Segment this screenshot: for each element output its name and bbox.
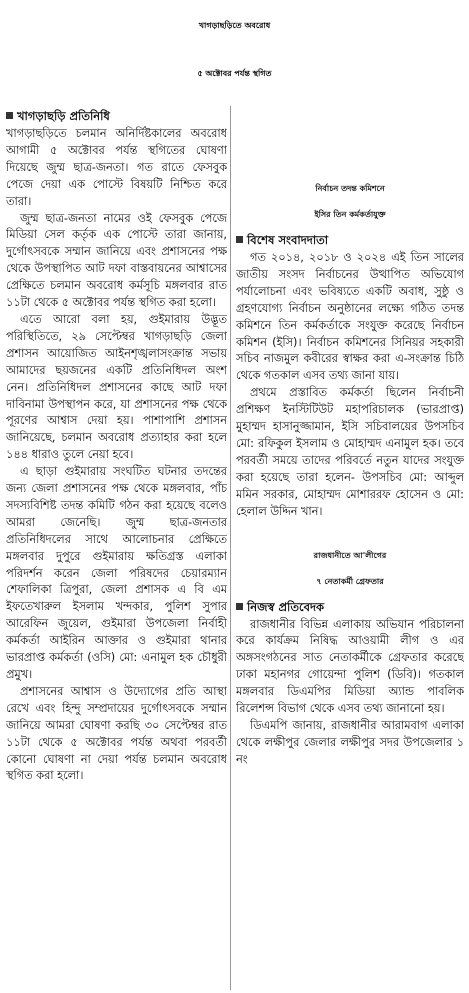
sub-headline-line1: রাজধানীতে আ'লীগের [313, 550, 387, 560]
article-byline [236, 599, 464, 615]
byline-text: বিশেষ সংবাদদাতা [247, 233, 329, 247]
byline-square-icon [236, 603, 243, 610]
article-khagrachari-body [6, 108, 227, 990]
article-paragraph: এতে আরো বলা হয়, গুইমারায় উদ্ভূত পরিস্থিতিতে, ২৯ সেপ্টেম্বর খাগড়াছড়ি জেলা প্রশাসন আয়োজিত আইনশৃঙ্খলাসংক্রান্ত সভায় আমাদের ছয়জনের একটি প্রতিনিধিদল অংশ নেন। প্রতিনিধিদল প্রশাসনের কাছে আট দফা দাবিনামা উপস্থাপন করে, যা প্রশাসনের পক্ষ থেকে পূরণের আশ্বাস দেয়া হয়। পাশাপাশি প্রশাসন জানিয়েছে, চলমান অবরোধ প্রত্যাহার করা হলে ১৪৪ ধারাও তুলে নেয়া হবে। [6, 312, 227, 462]
sub-headline-line2: ৭ নেতাকর্মী গ্রেফতার [316, 576, 384, 586]
article-byline [236, 232, 464, 248]
article-paragraph: খাগড়াছড়িতে চলমান অনির্দিষ্টকালের অবরোধ আগামী ৫ অক্টোবর পর্যন্ত স্থগিতের ঘোষণা দিয়েছে জুম্ম ছাত্র-জনতা। গত রাতে ফেসবুক পেজে দেয়া এক পোস্টে বিষয়টি নিশ্চিত করে তারা। [6, 127, 227, 208]
sub-headline-line1: নির্বাচন তদন্ত কমিশনে [315, 184, 385, 193]
article-paragraph: জুম্ম ছাত্র-জনতা নামের ওই ফেসবুক পেজে মিডিয়া সেল কর্তৃক এক পোস্টে তারা জানায়, দুর্গোৎসবকে সম্মান জানিয়ে এবং প্রশাসনের পক্ষ থেকে উপস্থাপিত আট দফা বাস্তবায়নের আশ্বাসের প্রেক্ষিতে চলমান অবরোধ কর্মসূচি মঙ্গলবার রাত ১১টা থেকে ৫ অক্টোবর পর্যন্ত স্থগিত করা হলো। [6, 211, 227, 310]
sub-headline-line2: ইসির তিন কর্মকর্তাযুক্ত [314, 210, 386, 219]
article-byline [6, 108, 227, 124]
byline-text: নিজস্ব প্রতিবেদক [247, 599, 325, 614]
article-paragraph: গত ২০১৪, ২০১৮ ও ২০২৪ এই তিন সালের জাতীয় সংসদ নির্বাচনের উত্থাপিত অভিযোগ পর্যালোচনা এবং ভবিষ্যতে একটি অবাধ, সুষ্ঠু ও গ্রহণযোগ্য নির্বাচন অনুষ্ঠানের লক্ষ্যে গঠিত তদন্ত কমিশনে তিন কর্মকর্তাকে সংযুক্ত করেছে নির্বাচন কমিশন (ইসি)। নির্বাচন কমিশনের সিনিয়র সহকারী সচিব নাজমুল কবীরের স্বাক্ষর করা এ-সংক্রান্ত চিঠি থেকে গতকাল এসব তথ্য জানা যায়। [236, 251, 464, 383]
article-paragraph: ডিএমপি জানায়, রাজধানীর আরামবাগ এলাকা থেকে লক্ষীপুর জেলার লক্ষীপুর সদর উপজেলার ১ নং [236, 718, 464, 766]
article-election-commission [236, 176, 464, 521]
main-headline-line1: খাগড়াছড়িতে অবরোধ [198, 21, 271, 30]
column-divider [230, 106, 231, 990]
byline-square-icon [236, 236, 243, 243]
right-column [236, 112, 464, 990]
article-awami-league-arrest [236, 543, 464, 769]
article-paragraph: এ ছাড়া গুইমারায় সংঘটিত ঘটনার তদন্তের জন্য জেলা প্রশাসনের পক্ষ থেকে মঙ্গলবার, পাঁচ সদস্যবিশিষ্ট তদন্ত কমিটি গঠন করা হয়েছে বলেও আমরা জেনেছি। জুম্ম ছাত্র-জনতার প্রতিনিধিদলের সাথে আলোচনার প্রেক্ষিতে মঙ্গলবার দুপুরে গুইমারায় ক্ষতিগ্রস্ত এলাকা পরিদর্শন করেন জেলা পরিষদের চেয়ারম্যান শেফালিকা ত্রিপুরা, জেলা প্রশাসক এ বি এম ইফতেখারুল ইসলাম খন্দকার, পুলিশ সুপার আরেফিন জুয়েল, গুইমারা উপজেলা নির্বাহী কর্মকর্তা আইরিন আক্তার ও গুইমারা থানার ভারপ্রাপ্ত কর্মকর্তা (ওসি) মো: এনামুল হক চৌধুরী প্রমুখ। [6, 465, 227, 681]
article-paragraph: প্রথমে প্রস্তাবিত কর্মকর্তা ছিলেন নির্বাচনী প্রশিক্ষণ ইনস্টিটিউট মহাপরিচালক (ভারপ্রাপ্ত) মুহাম্মদ হাসানুজ্জামান, ইসি সচিবালয়ের উপসচিব মো: রফিকুল ইসলাম ও মোহাম্মদ এনামুল হক। তবে পরবর্তী সময়ে তাদের পরিবর্তে নতুন যাদের সংযুক্ত করা হয়েছে তারা হলেন- উপসচিব মো: আব্দুল মমিন সরকার, মোহাম্মদ মোশাররফ হোসেন ও মো: হেলাল উদ্দিন খান। [236, 386, 464, 518]
article-paragraph: রাজধানীর বিভিন্ন এলাকায় অভিযান পরিচালনা করে কার্যক্রম নিষিদ্ধ আওয়ামী লীগ ও এর অঙ্গসংগঠনের সাত নেতাকর্মীকে গ্রেফতার করেছে ঢাকা মহানগর গোয়েন্দা পুলিশ (ডিবি)। গতকাল মঙ্গলবার ডিএমপির মিডিয়া অ্যান্ড পাবলিক রিলেশন্স বিভাগ থেকে এসব তথ্য জানানো হয়। [236, 617, 464, 716]
main-headline-line2: ৫ অক্টোবর পর্যন্ত স্থগিত [197, 69, 272, 78]
article-paragraph: প্রশাসনের আশ্বাস ও উদ্যোগের প্রতি আস্থা রেখে এবং হিন্দু সম্প্রদায়ের দুর্গোৎসবকে সম্মান জানিয়ে আমরা ঘোষণা করছি ৩০ সেপ্টেম্বর রাত ১১টা থেকে ৫ অক্টোবর পর্যন্ত অথবা পরবর্তী কোনো ঘোষণা না দেয়া পর্যন্ত চলমান অবরোধ স্থগিত করা হলো। [6, 684, 227, 783]
byline-text: খাগড়াছড়ি প্রতিনিধি [17, 109, 110, 123]
byline-square-icon [6, 112, 13, 119]
